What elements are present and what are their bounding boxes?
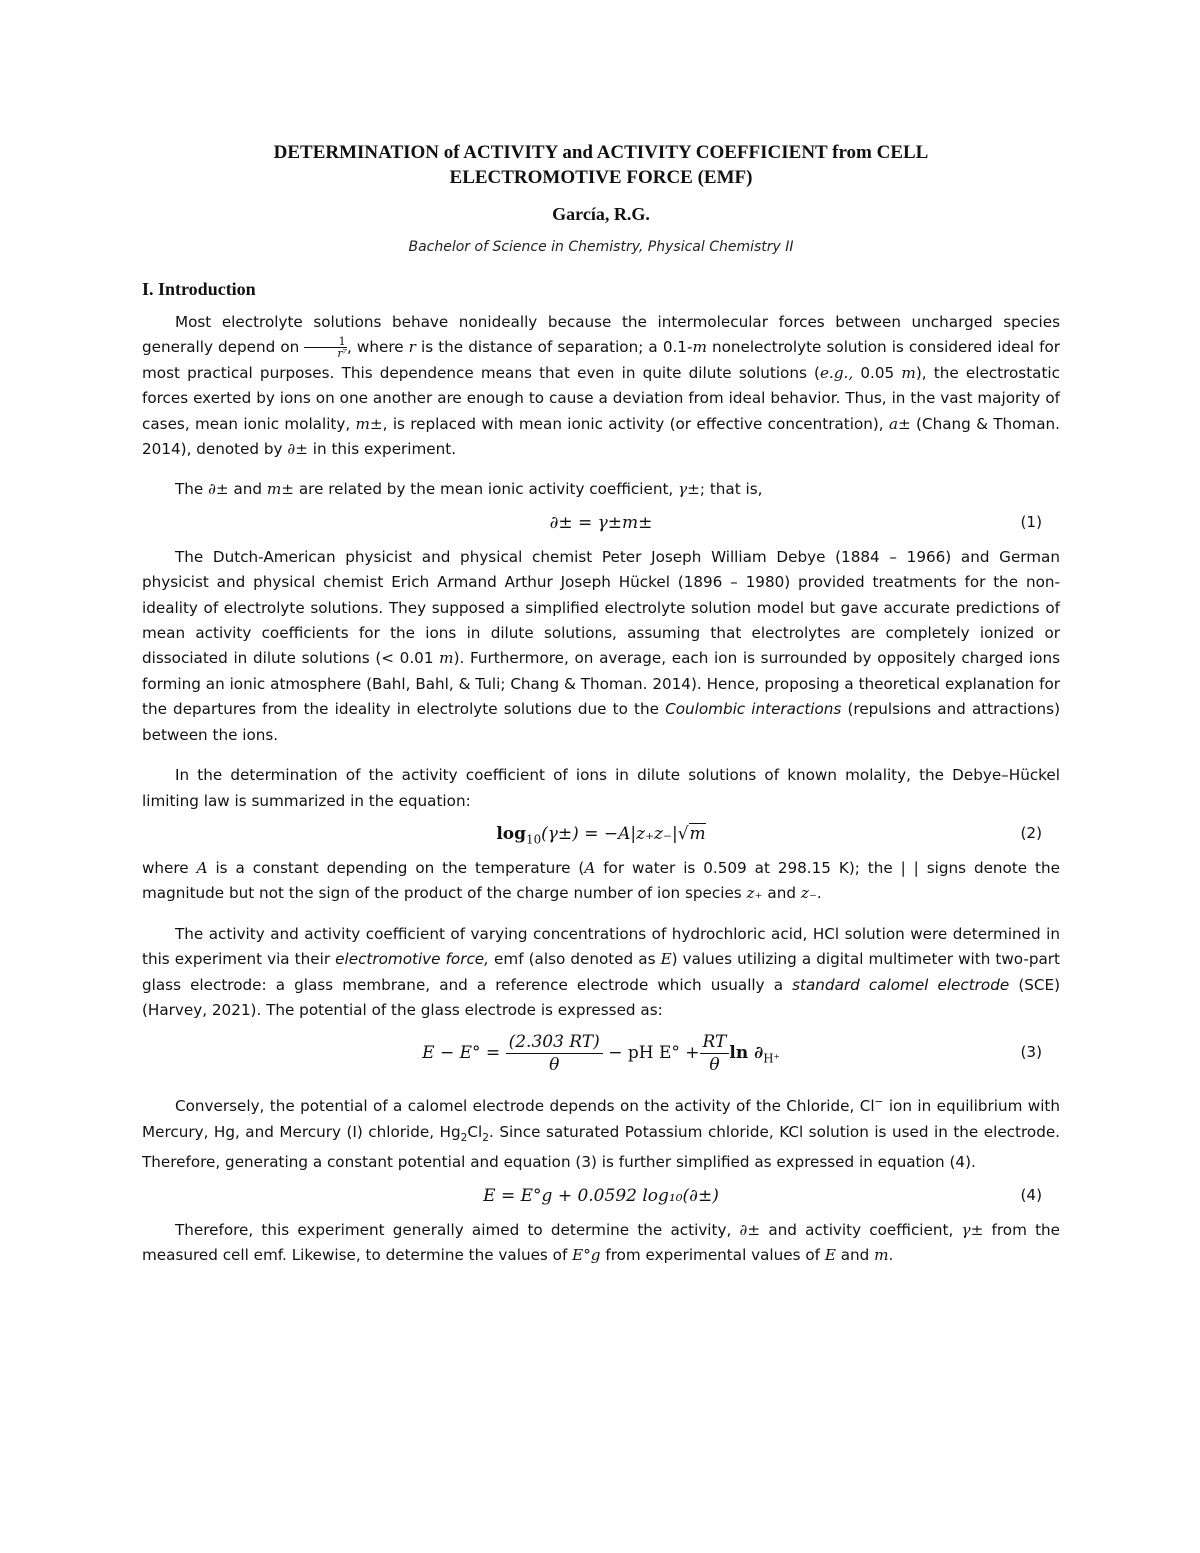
text: Most electrolyte solutions behave nonideally because the intermolecular forces between uncharged species generally depend on	[142, 313, 1060, 357]
equation-2	[142, 818, 1060, 852]
equation-number: (2)	[1020, 823, 1042, 842]
italic-text: Coulombic interactions	[665, 700, 842, 719]
paragraph-aim	[142, 1218, 1060, 1269]
equation-number: (3)	[1020, 1043, 1042, 1062]
equation-tail: ln ∂	[729, 1043, 764, 1064]
text: ion in equilibrium with Mercury, Hg, and Mercury (I) chloride, Hg	[142, 1097, 1060, 1141]
paragraph-debye-huckel	[142, 545, 1060, 748]
text: and	[835, 1246, 875, 1265]
text: Therefore, this experiment generally aimed to determine the activity,	[175, 1220, 740, 1239]
text: and	[228, 480, 267, 499]
italic-text: e.g.,	[820, 363, 854, 382]
fraction-numerator: RT	[700, 1031, 730, 1054]
math-var: z₊	[746, 884, 763, 903]
superscript: −	[874, 1095, 884, 1109]
math-var: m±	[355, 414, 383, 433]
text: . Since saturated Potassium chloride, KCl solution is used in the electrode. Therefore, generating a constant potential and equation (3) is further simplified as expressed in equation (4).	[142, 1122, 1061, 1172]
inline-fraction	[304, 336, 347, 359]
author-name: García, R.G.	[552, 204, 650, 224]
text: and	[762, 884, 801, 903]
math-var: m	[874, 1246, 889, 1265]
text: Conversely, the potential of a calomel electrode depends on the activity of the Chloride, Cl	[175, 1097, 875, 1116]
text: The	[175, 480, 209, 499]
math-var: m	[439, 649, 454, 668]
text: .	[816, 884, 822, 903]
equation-number: (1)	[1020, 512, 1042, 531]
fraction-denominator: θ	[709, 1055, 720, 1076]
text: ; that is,	[699, 480, 763, 499]
math-var: E	[660, 950, 672, 969]
math-var: m	[901, 363, 916, 382]
math-var: E	[824, 1246, 836, 1265]
sqrt-argument: m	[689, 823, 706, 844]
equation-number: (4)	[1020, 1185, 1042, 1204]
italic-text: standard calomel electrode	[792, 975, 1010, 994]
math-var: A	[196, 858, 208, 877]
math-var: ∂±	[287, 440, 308, 459]
text: ). Furthermore, on average, each ion is surrounded by oppositely charged ions forming an ionic atmosphere (Bahl, Bahl, & Tuli; Chang & Thoman. 2014). Hence, proposing a theoretical explanation for the departures from the ideality in electrolyte solutions due to the	[142, 649, 1060, 719]
text: where	[142, 858, 197, 877]
log-base: 10	[526, 832, 542, 847]
equation-4	[142, 1180, 1060, 1214]
text: nonelectrolyte solution is considered ideal for most practical purposes. This dependence means that even in quite dilute solutions (	[142, 338, 1060, 382]
equation-lhs: E − E° =	[422, 1043, 501, 1064]
math-var: m	[692, 338, 707, 357]
subscript: 2	[482, 1130, 489, 1144]
fraction-denominator: r⁷	[337, 347, 348, 361]
fraction-numerator: (2.303 RT)	[506, 1031, 603, 1054]
subscript: 2	[460, 1130, 468, 1144]
math-var: γ±	[678, 480, 700, 499]
text: .	[888, 1246, 894, 1265]
equation-1	[142, 507, 1060, 541]
text: Cl	[467, 1122, 483, 1141]
text: and activity coefficient,	[760, 1220, 962, 1239]
log-operator: log	[496, 823, 526, 844]
fraction	[700, 1031, 730, 1076]
text: in this experiment.	[307, 440, 457, 459]
math-var: m±	[266, 480, 295, 499]
text: ), the electrostatic forces exerted by ions on one another are enough to cause a deviation from ideal behavior. Thus, in the vast majority of cases, mean ionic molality,	[142, 363, 1061, 433]
paper-content	[142, 140, 1060, 1268]
text: is a constant depending on the temperature (	[207, 858, 585, 877]
affiliation: Bachelor of Science in Chemistry, Physical Chemistry II	[408, 239, 794, 255]
equation-expression: (γ±) = −A|z₊z₋|	[541, 823, 678, 844]
text: for water is 0.509 at 298.15 K); the | | signs denote the magnitude but not the sign of the product of the charge number of ion species	[142, 858, 1060, 903]
text: The Dutch-American physicist and physical chemist Peter Joseph William Debye (1884 – 1966) and German physicist and physical chemist Erich Armand Arthur Joseph Hückel (1896 – 1980) provided treatments for the non-ideality of electrolyte solutions. They supposed a simplified electrolyte solution model but gave accurate predictions of mean activity coefficients for the ions in dilute solutions, assuming that electrolytes are completely ionized or dissociated in dilute solutions (< 0.01	[142, 547, 1060, 668]
text: (repulsions and attractions) between the ions.	[142, 700, 1060, 744]
math-var: E°g	[572, 1246, 601, 1265]
equation-body	[142, 1031, 1060, 1076]
equation-body: E = E°g + 0.0592 log₁₀(∂±)	[483, 1185, 719, 1206]
math-var: ∂±	[739, 1220, 761, 1239]
math-var: ∂±	[208, 480, 229, 499]
paragraph-calomel	[142, 1089, 1060, 1175]
fraction-denominator: θ	[549, 1055, 560, 1076]
paper-title	[142, 140, 1060, 190]
italic-text: electromotive force,	[335, 950, 489, 969]
equation-subscript: H⁺	[763, 1051, 780, 1066]
math-var: r	[408, 338, 416, 357]
text: In the determination of the activity coefficient of ions in dilute solutions of known molality, the Debye–Hückel limiting law is summarized in the equation:	[142, 766, 1060, 810]
fraction	[506, 1031, 603, 1076]
text: is the distance of separation; a 0.1-	[415, 338, 693, 357]
text: (Chang & Thoman. 2014), denoted by	[142, 414, 1060, 459]
text: are related by the mean ionic activity coefficient,	[294, 480, 679, 499]
text: ) values utilizing a digital multimeter with two-part glass electrode: a glass membrane, and a reference electrode which usually a	[142, 950, 1060, 994]
math-var: z₋	[800, 884, 817, 903]
text: 0.05	[853, 363, 902, 382]
math-var: γ±	[961, 1220, 984, 1239]
paragraph-relation	[142, 477, 1060, 502]
text: , where	[347, 338, 409, 357]
paragraph-limiting-law	[142, 763, 1060, 814]
equation-middle: − pH E° +	[608, 1043, 700, 1064]
paragraph-method	[142, 922, 1060, 1024]
section-heading: I. Introduction	[142, 279, 256, 299]
paragraph-intro	[142, 310, 1060, 462]
paragraph-constant	[142, 856, 1060, 907]
text: emf (also denoted as	[488, 950, 661, 969]
text: , is replaced with mean ionic activity (or effective concentration),	[382, 414, 889, 433]
title-line-1: DETERMINATION of ACTIVITY and ACTIVITY COEFFICIENT from CELL	[273, 142, 929, 163]
text: (SCE) (Harvey, 2021). The potential of the glass electrode is expressed as:	[142, 975, 1061, 1019]
equation-3	[142, 1027, 1060, 1085]
math-var: a±	[888, 414, 911, 433]
equation-body: $\log_{10}(\gamma\pm) = -A|z_+z_-|√m$	[496, 823, 706, 847]
title-line-2: ELECTROMOTIVE FORCE (EMF)	[449, 167, 753, 188]
math-var: A	[584, 858, 596, 877]
fraction-numerator: 1	[304, 336, 347, 348]
text: from experimental values of	[600, 1246, 825, 1265]
equation-body: ∂± = γ±m±	[549, 512, 653, 533]
text: from the measured cell emf. Likewise, to determine the values of	[142, 1220, 1060, 1265]
text: The activity and activity coefficient of varying concentrations of hydrochloric acid, HCl solution were determined in this experiment via their	[142, 924, 1060, 969]
